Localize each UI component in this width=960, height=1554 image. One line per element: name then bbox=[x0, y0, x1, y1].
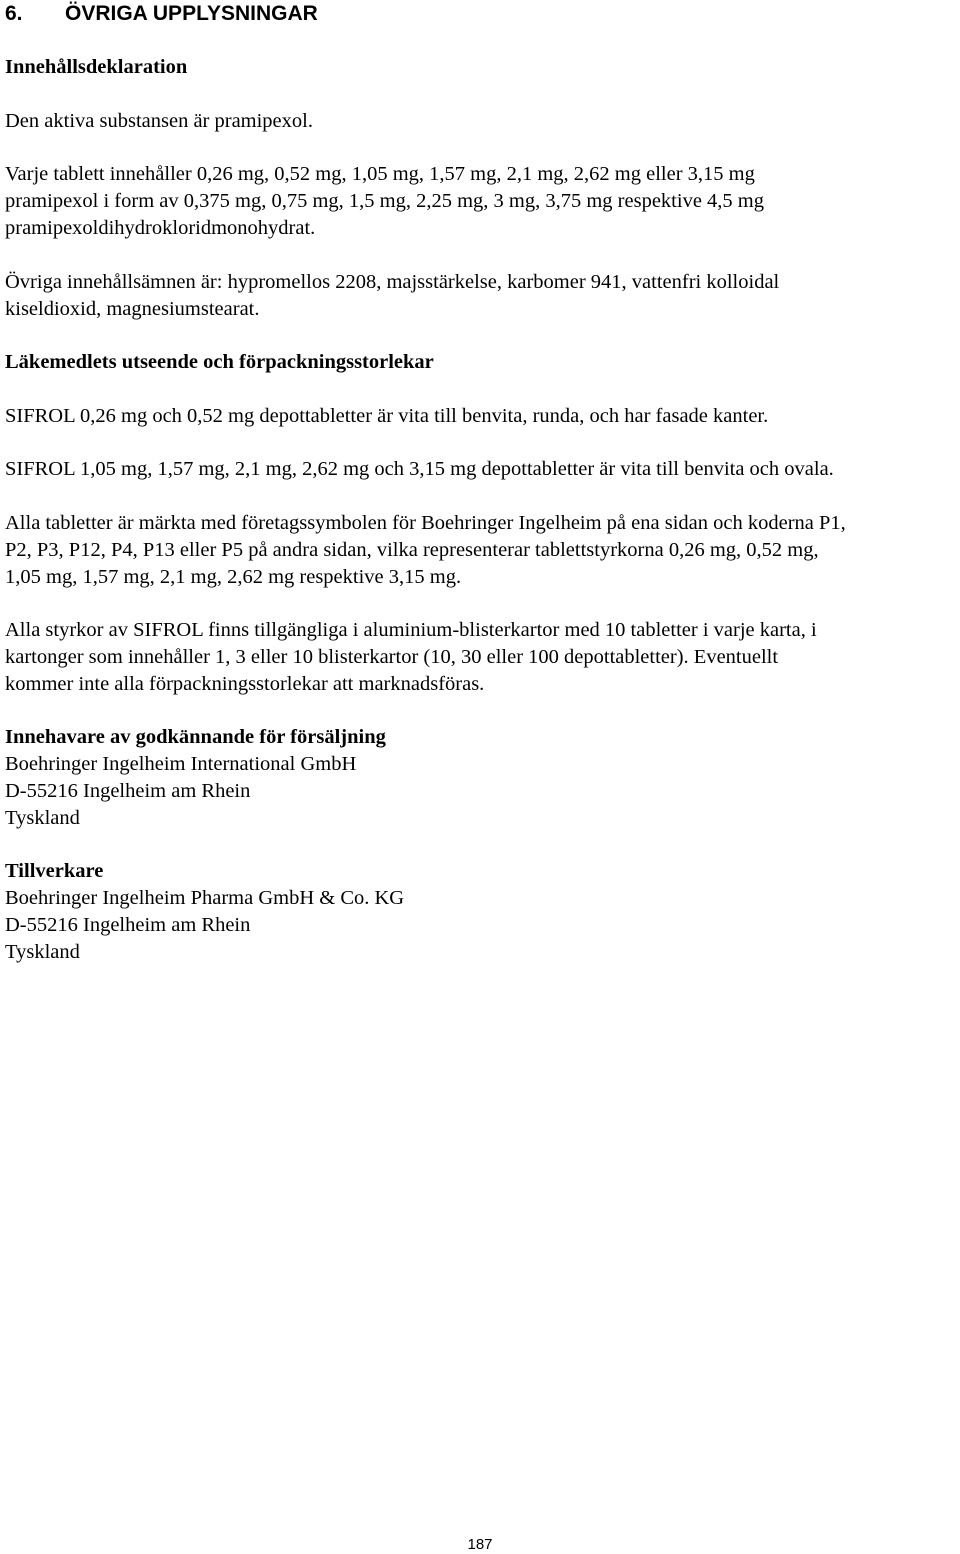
page-number: 187 bbox=[467, 1536, 493, 1553]
paragraph-line: pramipexol i form av 0,375 mg, 0,75 mg, 1,5 mg, 2,25 mg, 3 mg, 3,75 mg respektive 4,5 mg bbox=[5, 190, 764, 212]
paragraph-line: kommer inte alla förpackningsstorlekar att marknadsföras. bbox=[5, 673, 485, 695]
paragraph-line: 1,05 mg, 1,57 mg, 2,1 mg, 2,62 mg respektive 3,15 mg. bbox=[5, 566, 462, 588]
holder-heading: Innehavare av godkännande för försäljning bbox=[5, 726, 386, 748]
paragraph-line: Alla tabletter är märkta med företagssymbolen för Boehringer Ingelheim på ena sidan och koderna P1, bbox=[5, 512, 846, 534]
contents-heading: Innehållsdeklaration bbox=[5, 56, 188, 78]
appearance-paragraph-round: SIFROL 0,26 mg och 0,52 mg depottabletter är vita till benvita, runda, och har fasade kanter. bbox=[5, 405, 769, 427]
paragraph-line: Alla styrkor av SIFROL finns tillgängliga i aluminium-blisterkartor med 10 tabletter i varje karta, i bbox=[5, 619, 817, 641]
appearance-heading: Läkemedlets utseende och förpackningsstorlekar bbox=[5, 351, 434, 373]
excipients-paragraph bbox=[5, 269, 955, 323]
holder-city: D-55216 Ingelheim am Rhein bbox=[5, 780, 251, 802]
marketing-holder-block bbox=[5, 724, 955, 832]
section-number: 6. bbox=[5, 2, 23, 25]
manufacturer-name: Boehringer Ingelheim Pharma GmbH & Co. KG bbox=[5, 887, 405, 909]
manufacturer-block bbox=[5, 858, 955, 966]
section-title-text: ÖVRIGA UPPLYSNINGAR bbox=[65, 2, 318, 25]
active-substance-text: Den aktiva substansen är pramipexol. bbox=[5, 110, 313, 132]
paragraph-line: P2, P3, P12, P4, P13 eller P5 på andra sidan, vilka representerar tablettstyrkorna 0,26 mg, 0,52 mg, bbox=[5, 539, 819, 561]
manufacturer-city: D-55216 Ingelheim am Rhein bbox=[5, 914, 251, 936]
holder-name: Boehringer Ingelheim International GmbH bbox=[5, 753, 357, 775]
marking-paragraph bbox=[5, 510, 955, 591]
paragraph-line: pramipexoldihydrokloridmonohydrat. bbox=[5, 217, 316, 239]
holder-country: Tyskland bbox=[5, 807, 80, 829]
appearance-paragraph-oval: SIFROL 1,05 mg, 1,57 mg, 2,1 mg, 2,62 mg och 3,15 mg depottabletter är vita till benvita och ovala. bbox=[5, 458, 834, 480]
tablet-content-paragraph bbox=[5, 161, 955, 242]
manufacturer-heading: Tillverkare bbox=[5, 860, 104, 882]
paragraph-line: kiseldioxid, magnesiumstearat. bbox=[5, 298, 260, 320]
paragraph-line: kartonger som innehåller 1, 3 eller 10 blisterkartor (10, 30 eller 100 depottabletter). Eventuellt bbox=[5, 646, 779, 668]
section-title bbox=[5, 1, 318, 27]
paragraph-line: Varje tablett innehåller 0,26 mg, 0,52 mg, 1,05 mg, 1,57 mg, 2,1 mg, 2,62 mg eller 3,15 mg bbox=[5, 163, 755, 185]
pack-sizes-paragraph bbox=[5, 617, 955, 698]
manufacturer-country: Tyskland bbox=[5, 941, 80, 963]
paragraph-line: Övriga innehållsämnen är: hypromellos 2208, majsstärkelse, karbomer 941, vattenfri kolloidal bbox=[5, 271, 780, 293]
